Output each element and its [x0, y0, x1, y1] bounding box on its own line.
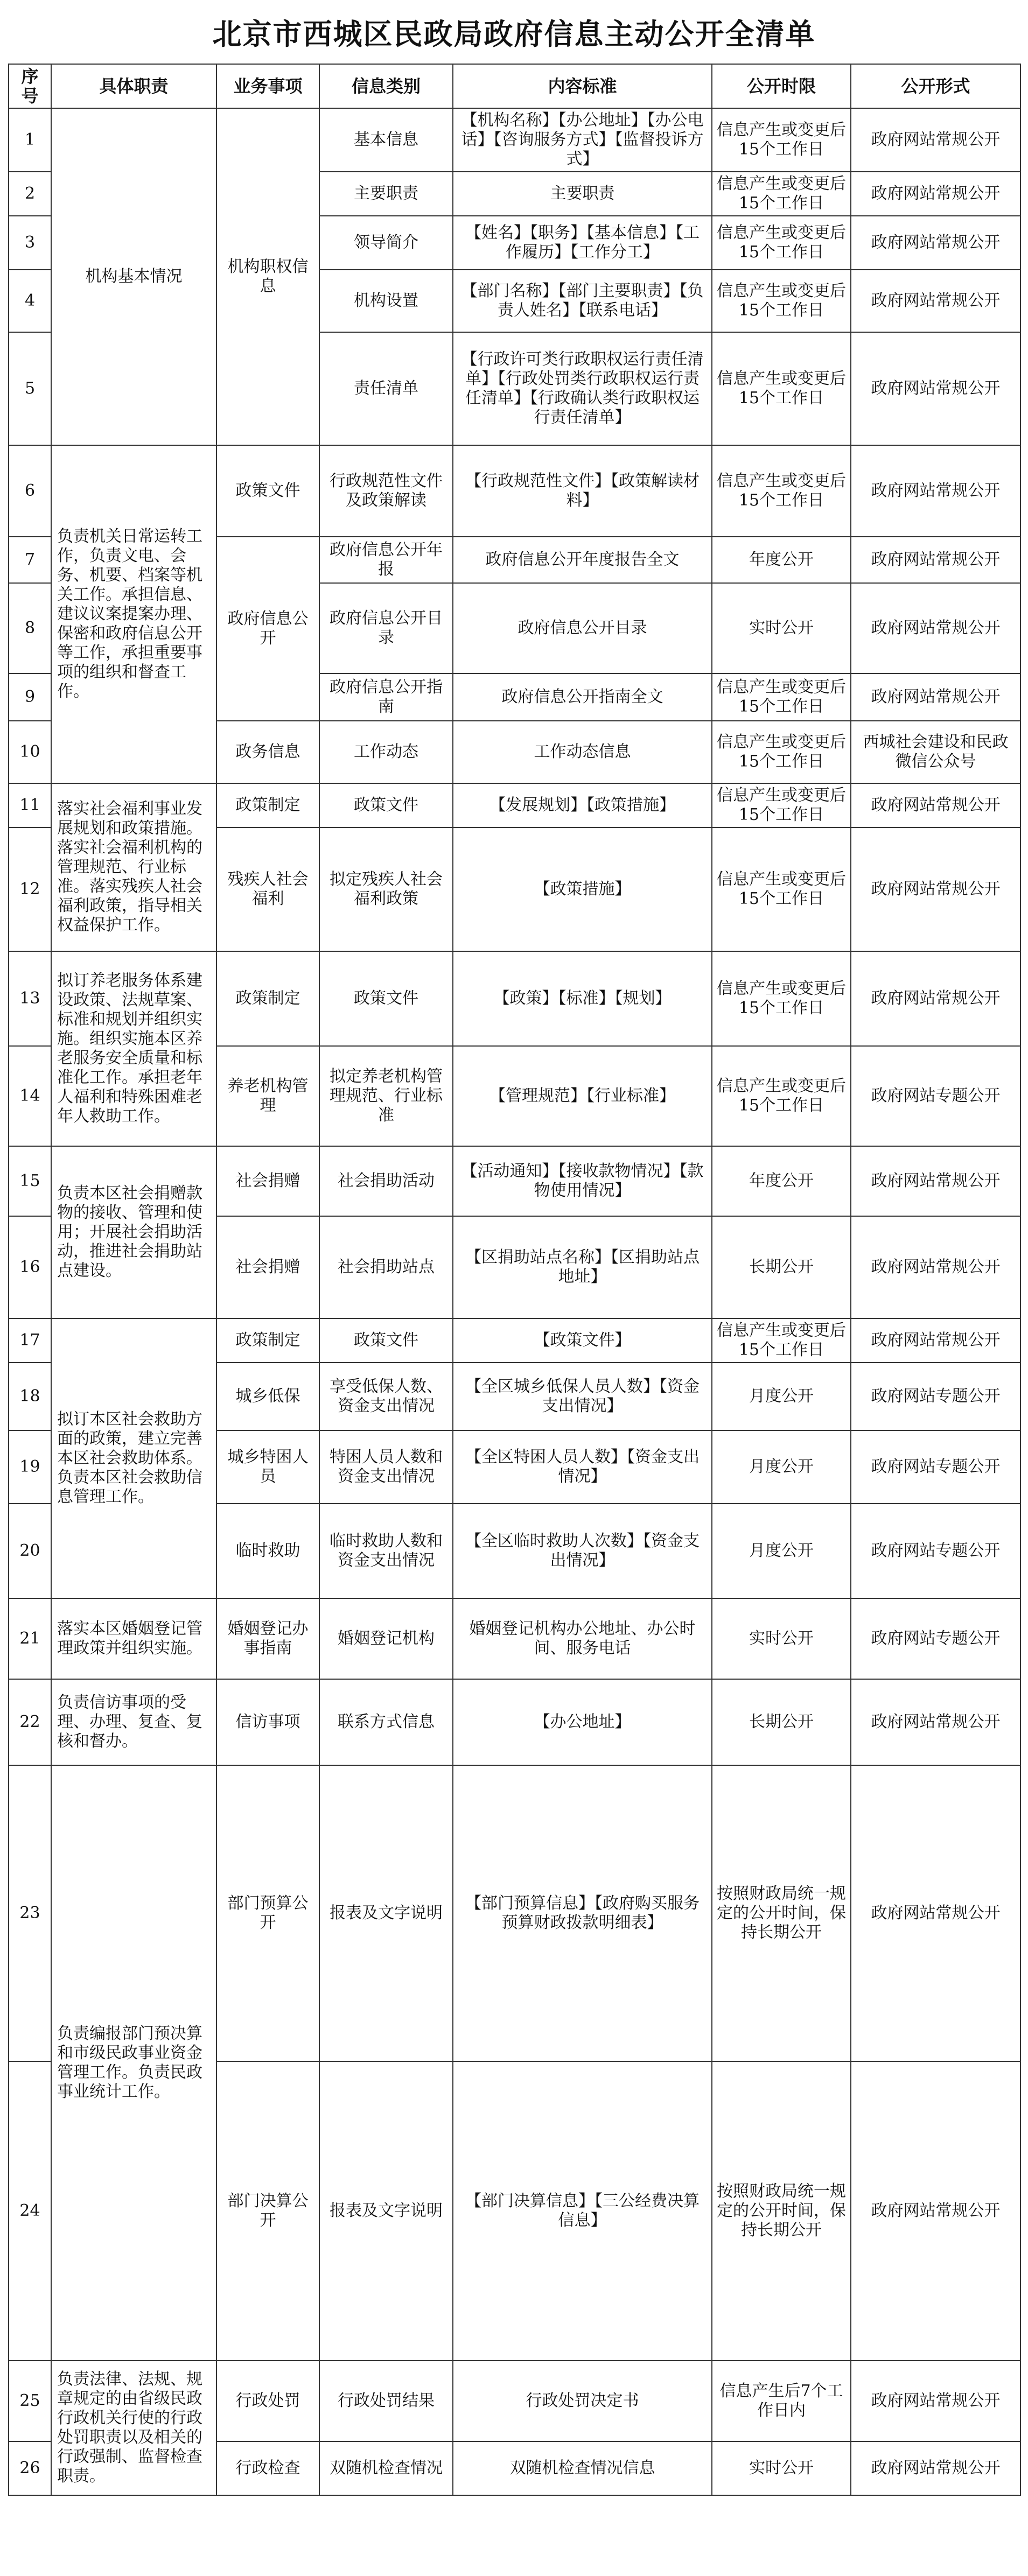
time-cell: 信息产生或变更后15个工作日 [712, 951, 851, 1046]
content-cell: 【政策措施】 [453, 827, 712, 951]
time-cell: 年度公开 [712, 1146, 851, 1216]
row-number: 7 [9, 537, 51, 583]
form-cell: 政府网站常规公开 [851, 783, 1020, 827]
content-cell: 【行政许可类行政职权运行责任清单】【行政处罚类行政职权运行责任清单】【行政确认类行政职权运行责任清单】 [453, 332, 712, 445]
category-cell: 行政处罚结果 [319, 2361, 453, 2441]
content-cell: 【政策文件】 [453, 1318, 712, 1363]
business-cell: 残疾人社会福利 [216, 827, 319, 951]
content-cell: 【办公地址】 [453, 1679, 712, 1765]
form-cell: 政府网站常规公开 [851, 1765, 1020, 2061]
time-cell: 信息产生或变更后15个工作日 [712, 445, 851, 537]
row-number: 21 [9, 1598, 51, 1679]
duty-cell: 负责编报部门预决算和市级民政事业资金管理工作。负责民政事业统计工作。 [51, 1765, 216, 2361]
form-cell: 政府网站常规公开 [851, 2361, 1020, 2441]
duty-cell: 落实社会福利事业发展规划和政策措施。落实社会福利机构的管理规范、行业标准。落实残疾人社会福利政策，指导相关权益保护工作。 [51, 783, 216, 951]
category-cell: 联系方式信息 [319, 1679, 453, 1765]
content-cell: 【全区临时救助人次数】【资金支出情况】 [453, 1504, 712, 1598]
category-cell: 报表及文字说明 [319, 2061, 453, 2361]
time-cell: 实时公开 [712, 1598, 851, 1679]
category-cell: 婚姻登记机构 [319, 1598, 453, 1679]
row-number: 25 [9, 2361, 51, 2441]
header-time: 公开时限 [712, 64, 851, 108]
row-number: 20 [9, 1504, 51, 1598]
content-cell: 【区捐助站点名称】【区捐助站点地址】 [453, 1216, 712, 1318]
duty-cell: 负责本区社会捐赠款物的接收、管理和使用；开展社会捐助活动，推进社会捐助站点建设。 [51, 1146, 216, 1318]
content-cell: 政府信息公开指南全文 [453, 673, 712, 721]
time-cell: 年度公开 [712, 537, 851, 583]
table-row [9, 951, 1020, 1046]
row-number: 8 [9, 583, 51, 673]
time-cell: 月度公开 [712, 1504, 851, 1598]
category-cell: 责任清单 [319, 332, 453, 445]
form-cell: 政府网站常规公开 [851, 108, 1020, 172]
business-cell: 城乡特困人员 [216, 1430, 319, 1504]
content-cell: 工作动态信息 [453, 721, 712, 783]
category-cell: 政策文件 [319, 783, 453, 827]
content-cell: 主要职责 [453, 172, 712, 216]
content-cell: 行政处罚决定书 [453, 2361, 712, 2441]
content-cell: 【机构名称】【办公地址】【办公电话】【咨询服务方式】【监督投诉方式】 [453, 108, 712, 172]
time-cell: 信息产生或变更后15个工作日 [712, 216, 851, 270]
form-cell: 政府网站常规公开 [851, 216, 1020, 270]
category-cell: 社会捐助活动 [319, 1146, 453, 1216]
business-cell: 政务信息 [216, 721, 319, 783]
row-number: 10 [9, 721, 51, 783]
business-cell: 政策制定 [216, 783, 319, 827]
category-cell: 临时救助人数和资金支出情况 [319, 1504, 453, 1598]
header-no: 序号 [9, 64, 51, 108]
business-cell: 行政处罚 [216, 2361, 319, 2441]
content-cell: 【部门名称】【部门主要职责】【负责人姓名】【联系电话】 [453, 270, 712, 332]
time-cell: 信息产生或变更后15个工作日 [712, 721, 851, 783]
duty-cell: 负责法律、法规、规章规定的由省级民政行政机关行使的行政处罚职责以及相关的行政强制、监督检查职责。 [51, 2361, 216, 2495]
content-cell: 双随机检查情况信息 [453, 2441, 712, 2495]
table-row [9, 108, 1020, 172]
time-cell: 信息产生或变更后15个工作日 [712, 827, 851, 951]
category-cell: 双随机检查情况 [319, 2441, 453, 2495]
form-cell: 政府网站常规公开 [851, 2061, 1020, 2361]
row-number: 23 [9, 1765, 51, 2061]
row-number: 15 [9, 1146, 51, 1216]
time-cell: 信息产生后7个工作日内 [712, 2361, 851, 2441]
row-number: 11 [9, 783, 51, 827]
row-number: 19 [9, 1430, 51, 1504]
category-cell: 领导简介 [319, 216, 453, 270]
form-cell: 西城社会建设和民政微信公众号 [851, 721, 1020, 783]
form-cell: 政府网站常规公开 [851, 1679, 1020, 1765]
form-cell: 政府网站常规公开 [851, 827, 1020, 951]
business-cell: 政策制定 [216, 951, 319, 1046]
table-row [9, 1679, 1020, 1765]
disclosure-table [8, 64, 1021, 2496]
row-number: 3 [9, 216, 51, 270]
business-cell: 部门决算公开 [216, 2061, 319, 2361]
time-cell: 信息产生或变更后15个工作日 [712, 1046, 851, 1146]
time-cell: 月度公开 [712, 1430, 851, 1504]
time-cell: 信息产生或变更后15个工作日 [712, 108, 851, 172]
business-cell: 临时救助 [216, 1504, 319, 1598]
business-cell: 社会捐赠 [216, 1216, 319, 1318]
header-row [9, 64, 1020, 108]
form-cell: 政府网站常规公开 [851, 445, 1020, 537]
duty-cell: 拟订本区社会救助方面的政策，建立完善本区社会救助体系。负责本区社会救助信息管理工作。 [51, 1318, 216, 1598]
row-number: 14 [9, 1046, 51, 1146]
row-number: 22 [9, 1679, 51, 1765]
row-number: 26 [9, 2441, 51, 2495]
business-cell: 信访事项 [216, 1679, 319, 1765]
business-cell: 行政检查 [216, 2441, 319, 2495]
table-row [9, 1146, 1020, 1216]
table-row [9, 445, 1020, 537]
category-cell: 享受低保人数、资金支出情况 [319, 1363, 453, 1430]
form-cell: 政府网站常规公开 [851, 673, 1020, 721]
table-row [9, 1765, 1020, 2061]
form-cell: 政府网站专题公开 [851, 1430, 1020, 1504]
time-cell: 长期公开 [712, 1216, 851, 1318]
form-cell: 政府网站常规公开 [851, 332, 1020, 445]
content-cell: 【管理规范】【行业标准】 [453, 1046, 712, 1146]
duty-cell: 落实本区婚姻登记管理政策并组织实施。 [51, 1598, 216, 1679]
form-cell: 政府网站专题公开 [851, 1504, 1020, 1598]
form-cell: 政府网站常规公开 [851, 537, 1020, 583]
category-cell: 报表及文字说明 [319, 1765, 453, 2061]
header-duty: 具体职责 [51, 64, 216, 108]
time-cell: 长期公开 [712, 1679, 851, 1765]
time-cell: 按照财政局统一规定的公开时间，保持长期公开 [712, 2061, 851, 2361]
form-cell: 政府网站常规公开 [851, 1318, 1020, 1363]
table-row [9, 783, 1020, 827]
category-cell: 机构设置 [319, 270, 453, 332]
category-cell: 特困人员人数和资金支出情况 [319, 1430, 453, 1504]
row-number: 24 [9, 2061, 51, 2361]
header-form: 公开形式 [851, 64, 1020, 108]
row-number: 13 [9, 951, 51, 1046]
business-cell: 婚姻登记办事指南 [216, 1598, 319, 1679]
duty-cell: 负责信访事项的受理、办理、复查、复核和督办。 [51, 1679, 216, 1765]
business-cell: 政策文件 [216, 445, 319, 537]
form-cell: 政府网站常规公开 [851, 1146, 1020, 1216]
time-cell: 实时公开 [712, 583, 851, 673]
form-cell: 政府网站常规公开 [851, 270, 1020, 332]
duty-cell: 机构基本情况 [51, 108, 216, 445]
time-cell: 信息产生或变更后15个工作日 [712, 270, 851, 332]
time-cell: 信息产生或变更后15个工作日 [712, 783, 851, 827]
row-number: 16 [9, 1216, 51, 1318]
content-cell: 【政策】【标准】【规划】 [453, 951, 712, 1046]
duty-cell: 负责机关日常运转工作，负责文电、会务、机要、档案等机关工作。承担信息、建议议案提案办理、保密和政府信息公开等工作，承担重要事项的组织和督查工作。 [51, 445, 216, 783]
content-cell: 【部门决算信息】【三公经费决算信息】 [453, 2061, 712, 2361]
form-cell: 政府网站专题公开 [851, 1046, 1020, 1146]
table-row [9, 1598, 1020, 1679]
duty-cell: 拟订养老服务体系建设政策、法规草案、标准和规划并组织实施。组织实施本区养老服务安全质量和标准化工作。承担老年人福利和特殊困难老年人救助工作。 [51, 951, 216, 1146]
time-cell: 信息产生或变更后15个工作日 [712, 172, 851, 216]
time-cell: 按照财政局统一规定的公开时间，保持长期公开 [712, 1765, 851, 2061]
content-cell: 政府信息公开年度报告全文 [453, 537, 712, 583]
content-cell: 【全区特困人员人数】【资金支出情况】 [453, 1430, 712, 1504]
content-cell: 政府信息公开目录 [453, 583, 712, 673]
business-cell: 政策制定 [216, 1318, 319, 1363]
row-number: 4 [9, 270, 51, 332]
row-number: 17 [9, 1318, 51, 1363]
row-number: 5 [9, 332, 51, 445]
row-number: 2 [9, 172, 51, 216]
content-cell: 【部门预算信息】【政府购买服务预算财政拨款明细表】 [453, 1765, 712, 2061]
form-cell: 政府网站常规公开 [851, 2441, 1020, 2495]
content-cell: 婚姻登记机构办公地址、办公时间、服务电话 [453, 1598, 712, 1679]
time-cell: 信息产生或变更后15个工作日 [712, 673, 851, 721]
form-cell: 政府网站专题公开 [851, 1598, 1020, 1679]
form-cell: 政府网站常规公开 [851, 172, 1020, 216]
time-cell: 月度公开 [712, 1363, 851, 1430]
category-cell: 政府信息公开指南 [319, 673, 453, 721]
table-row [9, 2361, 1020, 2441]
row-number: 6 [9, 445, 51, 537]
category-cell: 基本信息 [319, 108, 453, 172]
content-cell: 【姓名】【职务】【基本信息】【工作履历】【工作分工】 [453, 216, 712, 270]
business-cell: 养老机构管理 [216, 1046, 319, 1146]
content-cell: 【活动通知】【接收款物情况】【款物使用情况】 [453, 1146, 712, 1216]
page-title: 北京市西城区民政局政府信息主动公开全清单 [212, 16, 816, 51]
content-cell: 【行政规范性文件】【政策解读材料】 [453, 445, 712, 537]
form-cell: 政府网站常规公开 [851, 583, 1020, 673]
time-cell: 实时公开 [712, 2441, 851, 2495]
category-cell: 工作动态 [319, 721, 453, 783]
category-cell: 拟定养老机构管理规范、行业标准 [319, 1046, 453, 1146]
form-cell: 政府网站专题公开 [851, 1363, 1020, 1430]
content-cell: 【发展规划】【政策措施】 [453, 783, 712, 827]
category-cell: 行政规范性文件及政策解读 [319, 445, 453, 537]
header-category: 信息类别 [319, 64, 453, 108]
time-cell: 信息产生或变更后15个工作日 [712, 332, 851, 445]
business-cell: 机构职权信息 [216, 108, 319, 445]
table-row [9, 1318, 1020, 1363]
time-cell: 信息产生或变更后15个工作日 [712, 1318, 851, 1363]
category-cell: 政府信息公开年报 [319, 537, 453, 583]
header-content: 内容标准 [453, 64, 712, 108]
row-number: 1 [9, 108, 51, 172]
business-cell: 城乡低保 [216, 1363, 319, 1430]
header-business: 业务事项 [216, 64, 319, 108]
content-cell: 【全区城乡低保人员人数】【资金支出情况】 [453, 1363, 712, 1430]
row-number: 9 [9, 673, 51, 721]
category-cell: 政策文件 [319, 951, 453, 1046]
business-cell: 部门预算公开 [216, 1765, 319, 2061]
category-cell: 社会捐助站点 [319, 1216, 453, 1318]
business-cell: 政府信息公开 [216, 537, 319, 721]
category-cell: 主要职责 [319, 172, 453, 216]
row-number: 18 [9, 1363, 51, 1430]
category-cell: 政策文件 [319, 1318, 453, 1363]
category-cell: 拟定残疾人社会福利政策 [319, 827, 453, 951]
form-cell: 政府网站常规公开 [851, 1216, 1020, 1318]
form-cell: 政府网站常规公开 [851, 951, 1020, 1046]
business-cell: 社会捐赠 [216, 1146, 319, 1216]
row-number: 12 [9, 827, 51, 951]
category-cell: 政府信息公开目录 [319, 583, 453, 673]
